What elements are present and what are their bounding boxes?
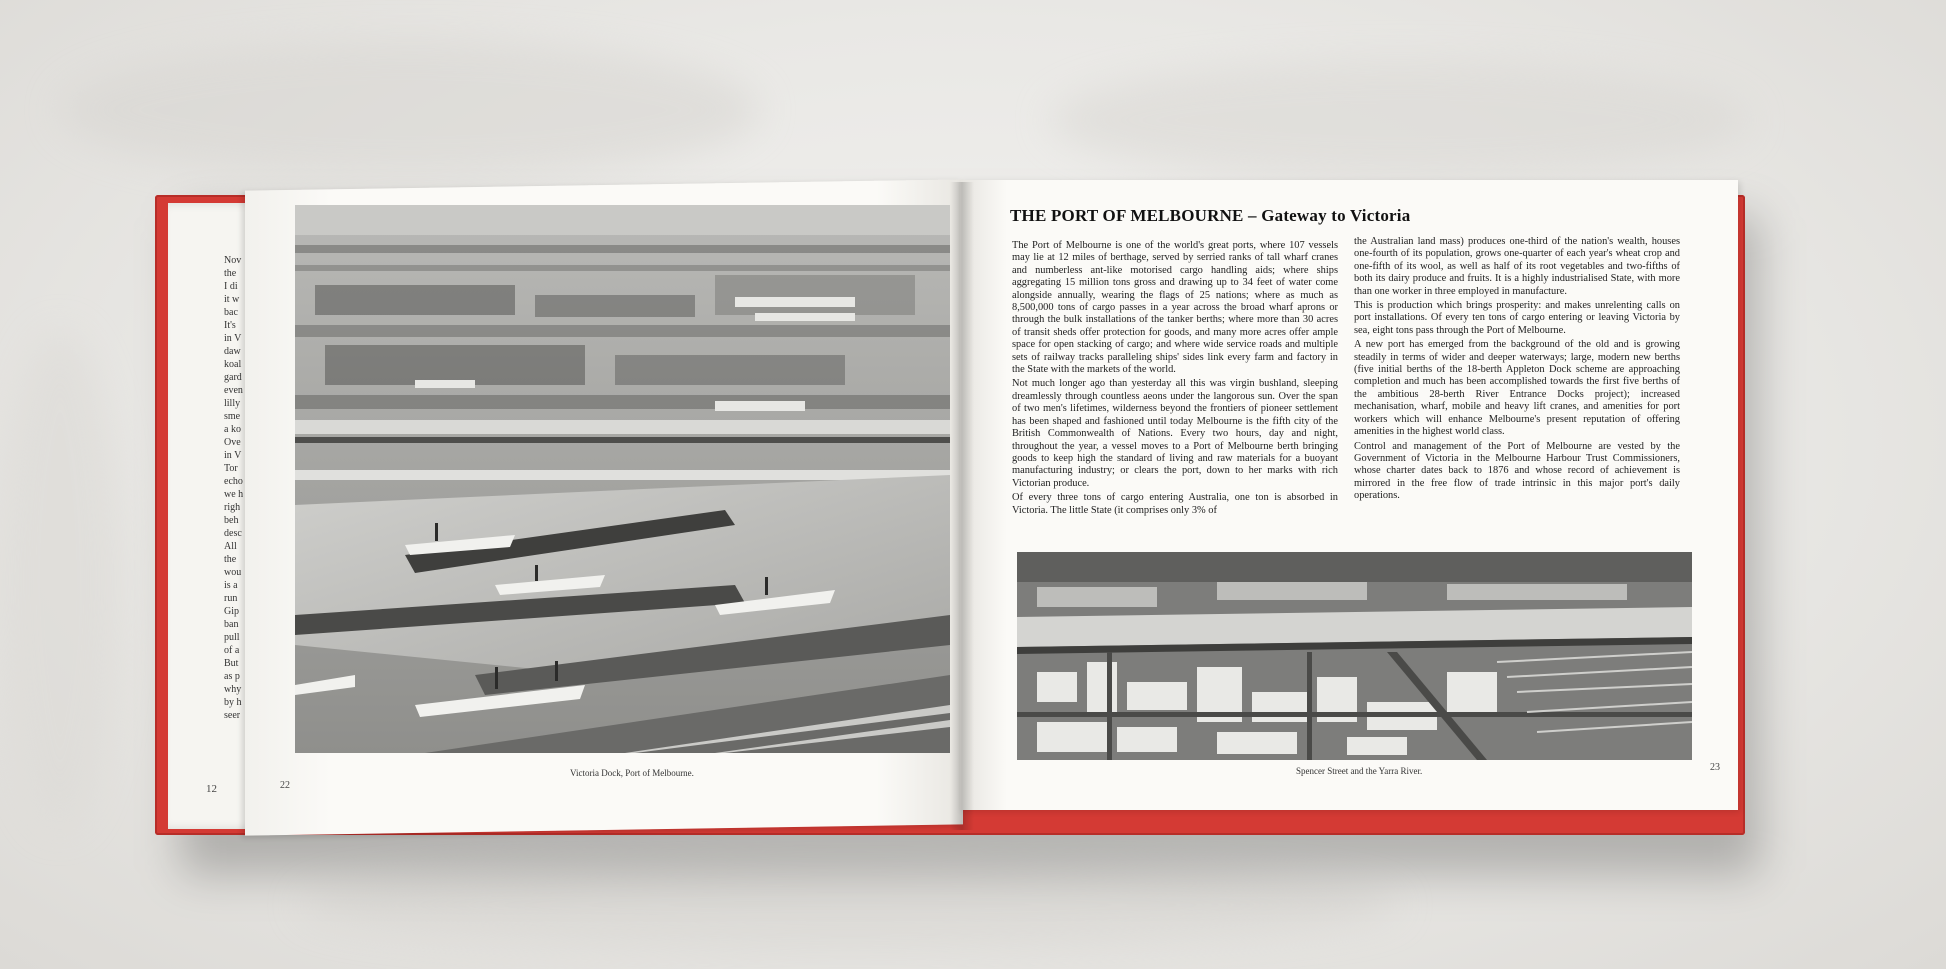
text-column-2 bbox=[1354, 236, 1680, 505]
cloth-fold bbox=[60, 40, 760, 180]
page-number-22: 22 bbox=[280, 780, 290, 791]
paragraph: A new port has emerged from the background of the old and is growing steadily in terms of wider and deeper waterways; large, modern new berths (five initial berths of the 18-berth Appleton Dock scheme are approaching completion and much has been accomplished towards the first five berths of the ambitious 28-berth River Entrance Docks project); increased mechanisation, wharf, mobile and heavy lift cranes, and amenities for port workers which will enhance Melbourne's present reputation of offering amenities in the highest world class. bbox=[1354, 339, 1680, 438]
photo-spencer-street bbox=[1017, 552, 1692, 760]
paragraph: The Port of Melbourne is one of the world's great ports, where 107 vessels may lie at 12 miles of berthage, served by serried ranks of tall wharf cranes and numberless ant-like motorised cargo handling aids; where ships aggregating 15 million tons gross and drawing up to 34 feet of water come alongside annually, wearing the flags of 25 nations; where as much as 8,500,000 tons of cargo passes in a year across the broad wharf aprons or through the bulk installations of the tanker berths; where more than 30 acres of transit sheds offer protection for goods, and many more acres offer ample space for open stacking of cargo; and where wide service roads and multiple sets of railway tracks paralleling ships' sides link every farm and factory in the State with the markets of the world. bbox=[1012, 240, 1338, 376]
photo-victoria-dock bbox=[295, 205, 950, 753]
left-photo-caption: Victoria Dock, Port of Melbourne. bbox=[570, 768, 694, 778]
paragraph: Control and management of the Port of Melbourne are vested by the Government of Victoria in the Melbourne Harbour Trust Commissioners, whose charter dates back to 1876 and whose record of achievement is mirrored in the free flow of trade intrinsic in this major port's daily operations. bbox=[1354, 440, 1680, 502]
paragraph: This is production which brings prosperity: and makes unrelenting calls on port installations. Of every ten tons of cargo entering or leaving Victoria by sea, eight tons pass through the Port of Melbourne. bbox=[1354, 300, 1680, 336]
cloth-fold bbox=[1050, 60, 1750, 180]
underlying-page: 12 Nov the I di it w bac It's in V daw koal gard even lilly sme a ko Ove in V Tor echo we h righ beh desc All the wou is a run Gip ban pull of a But as p why by h seer bbox=[168, 203, 264, 829]
dock-aerial-image bbox=[295, 205, 950, 753]
cloth-fold bbox=[0, 330, 120, 830]
article-title: THE PORT OF MELBOURNE – Gateway to Victoria bbox=[1010, 206, 1411, 225]
right-photo-caption: Spencer Street and the Yarra River. bbox=[1296, 766, 1423, 776]
text-column-1 bbox=[1012, 240, 1338, 519]
paragraph: the Australian land mass) produces one-third of the nation's wealth, houses one-fourth of its population, grows one-quarter of each year's wheat crop and one-fifth of its wool, as well as half of its root vegetables and two-fifths of both its dairy produce and fruits. It is a highly industrialised State, with more than one worker in three employed in manufacture. bbox=[1354, 236, 1680, 297]
page-number-23: 23 bbox=[1710, 762, 1720, 773]
paragraph: Not much longer ago than yesterday all this was virgin bushland, sleeping dreamlessly through countless aeons under the langorous sun. Over the span of two men's lifetimes, wilderness beyond the frontiers of pioneer settlement has been shaped and fashioned until today Melbourne is the fifth city of the British Commonwealth of Nations. Every two hours, day and night, throughout the year, a vessel moves to a Port of Melbourne berth bringing goods to keep high the standard of living and raw materials for a buoyant manufacturing industry; or clears the port, down to her marks with rich Victorian produce. bbox=[1012, 378, 1338, 489]
book-gutter bbox=[950, 182, 974, 830]
paragraph: Of every three tons of cargo entering Australia, one ton is absorbed in Victoria. The little State (it comprises only 3% of bbox=[1012, 492, 1338, 516]
city-aerial-image bbox=[1017, 552, 1692, 760]
page-number-12: 12 bbox=[206, 783, 217, 795]
